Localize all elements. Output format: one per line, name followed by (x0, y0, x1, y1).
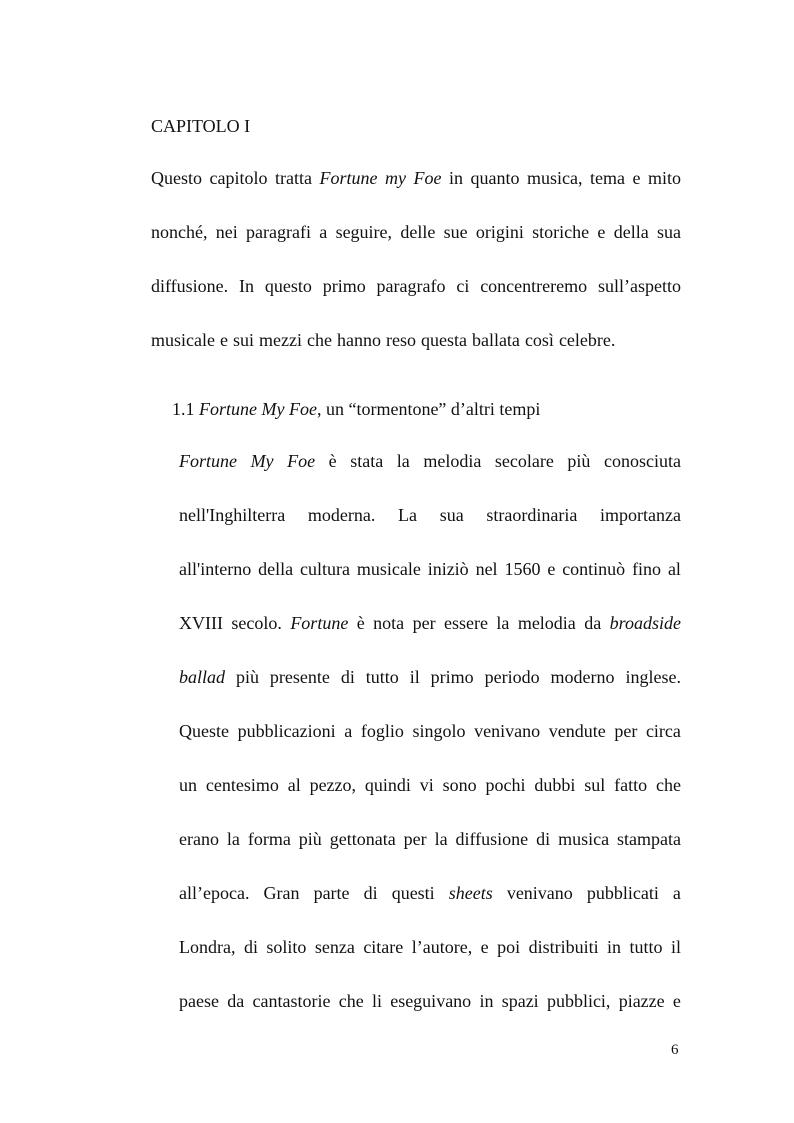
word: di (340, 667, 355, 687)
word: la (434, 829, 448, 849)
body-paragraph (179, 449, 681, 1043)
word: pezzo, (309, 775, 357, 795)
word: continuò (562, 559, 626, 579)
word: a (672, 883, 681, 903)
word: ci (456, 276, 470, 296)
word: cultura (299, 559, 350, 579)
word: Fortune (319, 168, 378, 188)
word: così (524, 330, 554, 350)
word: venivano (474, 721, 541, 741)
word: più (235, 667, 259, 687)
word: che (338, 991, 364, 1011)
word: musica (558, 829, 610, 849)
word: nota (373, 613, 405, 633)
word: per (403, 829, 427, 849)
word: pochi (485, 775, 526, 795)
word: li (371, 991, 382, 1011)
word: foglio (360, 721, 404, 741)
word: La (398, 505, 418, 525)
text-line (179, 827, 681, 881)
word: senza (314, 937, 355, 957)
word: paragrafi (246, 222, 311, 242)
text-line (179, 665, 681, 719)
word: Fortune (290, 613, 349, 633)
word: primo (322, 276, 366, 296)
word: e (547, 559, 556, 579)
word: nonché, (151, 222, 208, 242)
word: vendute (548, 721, 606, 741)
word: pubblicati (586, 883, 659, 903)
word: distribuiti (528, 937, 599, 957)
word: a (319, 222, 328, 242)
word: e (480, 937, 489, 957)
word: questo (264, 276, 312, 296)
word: sue (443, 222, 468, 242)
text-line (151, 274, 681, 328)
word: e (597, 222, 606, 242)
word: spazi (501, 991, 539, 1011)
word: inglese. (625, 667, 681, 687)
word: da (584, 613, 602, 633)
word: tutto (365, 667, 399, 687)
word: l’autore, (411, 937, 473, 957)
word: ballad (179, 667, 226, 687)
word: singolo (412, 721, 466, 741)
text-line (151, 166, 681, 220)
section-number: 1.1 (172, 399, 195, 419)
word: reso (385, 330, 416, 350)
word: gettonata (329, 829, 396, 849)
word: concentreremo (480, 276, 588, 296)
word: un (179, 775, 197, 795)
word: essere (443, 613, 488, 633)
word: al (287, 775, 301, 795)
text-line (179, 611, 681, 665)
word: straordinaria (486, 505, 578, 525)
word: moderno (550, 667, 615, 687)
word: sua (656, 222, 681, 242)
word: che (306, 330, 332, 350)
word: la (396, 451, 410, 471)
word: e (672, 991, 681, 1011)
word: nell'Inghilterra (179, 505, 286, 525)
text-line (179, 773, 681, 827)
word: questa (420, 330, 467, 350)
word: dubbi (534, 775, 576, 795)
word: la (226, 829, 240, 849)
word: 1560 (504, 559, 541, 579)
word: piazze (618, 991, 665, 1011)
text-line (179, 935, 681, 989)
word: della (258, 559, 294, 579)
word: pubblici, (546, 991, 611, 1011)
word: periodo (484, 667, 540, 687)
word: sua (439, 505, 464, 525)
text-line (179, 449, 681, 503)
section-title (172, 397, 540, 421)
word: tutto (629, 937, 663, 957)
word: e (632, 168, 641, 188)
word: sheets (448, 883, 493, 903)
word: erano (179, 829, 219, 849)
word: seguire, (335, 222, 393, 242)
word: my (384, 168, 406, 188)
word: storiche (532, 222, 590, 242)
word: pubblicazioni (237, 721, 336, 741)
word: circa (645, 721, 681, 741)
word: di (536, 829, 551, 849)
word: e (219, 330, 228, 350)
word: fino (632, 559, 662, 579)
word: più (567, 451, 591, 471)
word: secolare (494, 451, 554, 471)
section-title-rest: , un “tormentone” d’altri tempi (316, 399, 541, 419)
word: musicale (356, 559, 421, 579)
word: forma (247, 829, 291, 849)
word: è (328, 451, 337, 471)
word: diffusione (455, 829, 529, 849)
word: My (250, 451, 274, 471)
word: Fortune (179, 451, 237, 471)
word: origini (475, 222, 524, 242)
word: che (655, 775, 681, 795)
word: stata (350, 451, 384, 471)
word: mito (647, 168, 681, 188)
text-line (179, 557, 681, 611)
word: Foe (287, 451, 316, 471)
word: Gran (263, 883, 300, 903)
word: sul (584, 775, 606, 795)
word: mezzi (259, 330, 302, 350)
word: Foe (413, 168, 442, 188)
word: iniziò (427, 559, 469, 579)
word: più (298, 829, 322, 849)
word: importanza (600, 505, 681, 525)
word: vi (419, 775, 434, 795)
word: da (227, 991, 245, 1011)
word: celebre. (558, 330, 616, 350)
word: della (613, 222, 649, 242)
word: secolo. (231, 613, 282, 633)
word: presente (269, 667, 330, 687)
word: il (670, 937, 681, 957)
word: paragrafo (376, 276, 446, 296)
word: in (448, 168, 463, 188)
word: Londra, (179, 937, 236, 957)
word: è (356, 613, 365, 633)
word: per (614, 721, 638, 741)
word: sui (232, 330, 254, 350)
word: sull’aspetto (597, 276, 681, 296)
text-line (151, 328, 681, 382)
word: venivano (506, 883, 573, 903)
word: nel (475, 559, 498, 579)
word: melodia (517, 613, 576, 633)
word: questi (391, 883, 435, 903)
word: musicale (151, 330, 215, 350)
text-line (179, 719, 681, 773)
word: quanto (470, 168, 520, 188)
word: diffusione. (151, 276, 229, 296)
word: fatto (614, 775, 648, 795)
word: a (344, 721, 353, 741)
text-line (179, 989, 681, 1043)
page-number: 6 (671, 1042, 679, 1058)
text-line (179, 503, 681, 557)
word: primo (430, 667, 474, 687)
word: nei (215, 222, 238, 242)
word: melodia (423, 451, 482, 471)
word: in (607, 937, 622, 957)
text-line (151, 220, 681, 274)
word: solito (266, 937, 307, 957)
chapter-title: CAPITOLO I (151, 116, 251, 136)
text-line (179, 881, 681, 935)
word: In (239, 276, 255, 296)
word: di (243, 937, 258, 957)
word: musica, (526, 168, 583, 188)
word: quindi (364, 775, 411, 795)
word: delle (400, 222, 436, 242)
word: cantastorie (252, 991, 331, 1011)
word: Questo (151, 168, 202, 188)
word: poi (497, 937, 521, 957)
word: tratta (274, 168, 312, 188)
word: Queste (179, 721, 229, 741)
word: tema (589, 168, 625, 188)
word: conosciuta (604, 451, 681, 471)
word: sono (442, 775, 477, 795)
word: al (667, 559, 681, 579)
word: all’epoca. (179, 883, 250, 903)
word: XVIII (179, 613, 223, 633)
word: in (479, 991, 494, 1011)
word: stampata (617, 829, 681, 849)
word: moderna. (307, 505, 376, 525)
word: hanno (336, 330, 381, 350)
word: eseguivano (390, 991, 472, 1011)
word: la (496, 613, 510, 633)
word: centesimo (205, 775, 279, 795)
word: citare (363, 937, 404, 957)
intro-paragraph (151, 166, 681, 382)
word: all'interno (179, 559, 252, 579)
word: per (412, 613, 436, 633)
word: capitolo (209, 168, 268, 188)
section-title-italic: Fortune My Foe (199, 399, 317, 419)
word: parte (313, 883, 350, 903)
word: paese (179, 991, 219, 1011)
word: di (363, 883, 378, 903)
word: broadside (609, 613, 681, 633)
word: ballata (471, 330, 520, 350)
word: il (409, 667, 420, 687)
